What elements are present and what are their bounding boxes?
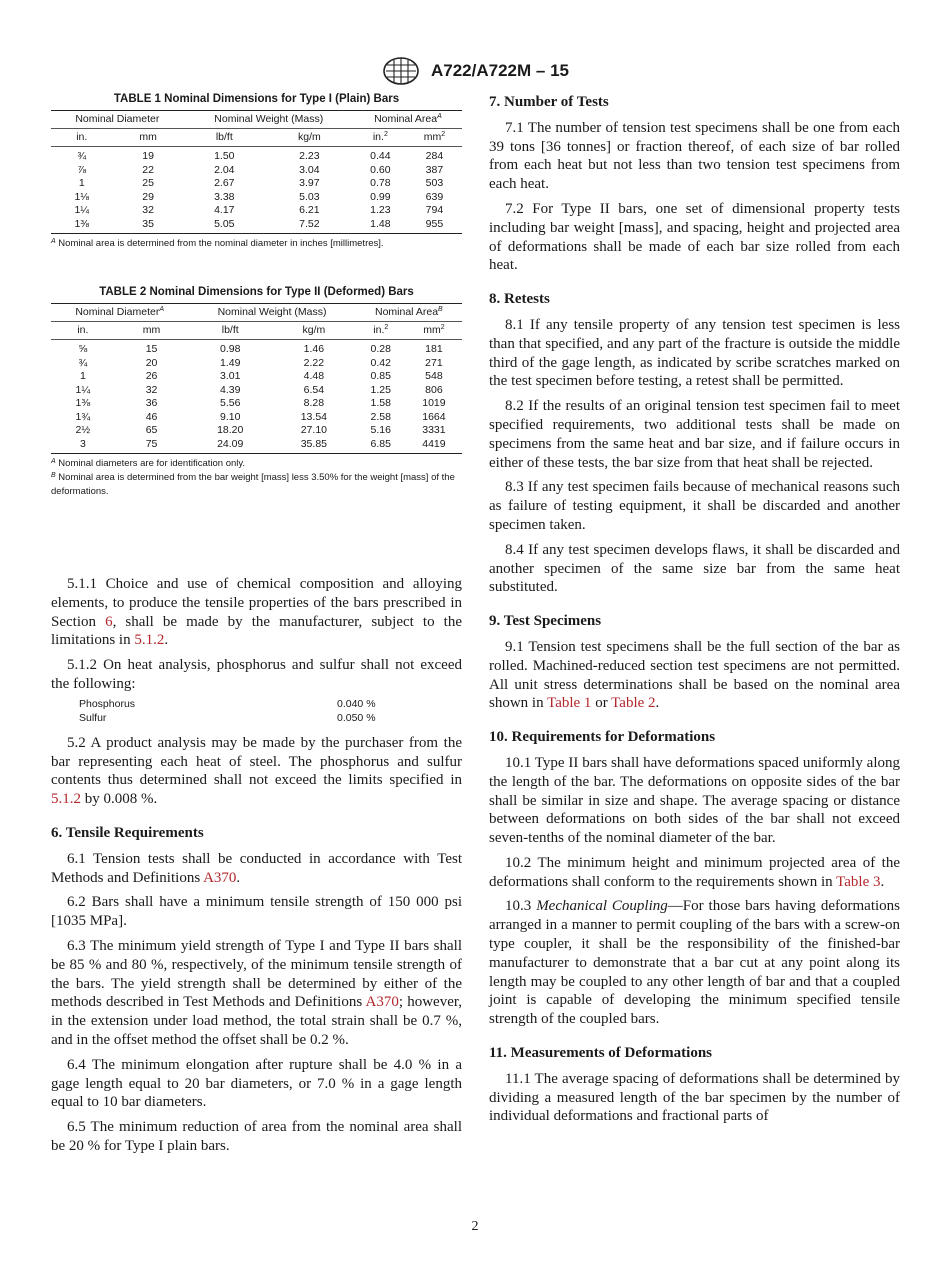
table2-cell: 1.25 [370,383,391,396]
table-2-link[interactable]: Table 2 [611,695,656,712]
table1-row [51,177,462,191]
table1-cell: 32 [142,204,154,216]
table2-cell: 1⅜ [75,397,91,409]
table1-cell: 3.38 [214,190,235,203]
table2 [51,303,462,454]
table1-cell: 2.67 [214,177,235,189]
limit-row: Sulfur 0.050 % [79,711,376,724]
table2-cell: 1664 [422,410,446,423]
heading-section-10: 10. Requirements for Deformations [489,729,716,746]
table1-cell: 503 [425,177,444,189]
table1-cell: 22 [142,163,154,176]
table2-cell: 0.85 [370,370,391,382]
astm-logo-icon [381,56,421,86]
table1-unit: $mm^2$ [407,128,462,147]
section-5-continued [51,575,462,1156]
table2-cell: 548 [425,370,443,382]
heading-section-8: 8. Retests [489,291,550,308]
chemical-limits [79,697,379,725]
table1-cell: 0.78 [370,177,391,189]
table2-cell: 3 [51,438,115,454]
para-7-1: 7.1 The number of tension test specimens shall be one from each 39 tons [36 tonnes] or fraction thereof, of each size of bar rolled from each heat but not less than two tension test specimens from each heat. [489,119,900,193]
table1-cell: 2.23 [299,150,320,162]
table2-cell: 806 [425,383,443,396]
table1-cell: 1¼ [74,204,90,216]
table1-cell: 387 [425,163,444,176]
table2-cell: 0.28 [370,343,391,355]
table2-cell: 0.98 [219,343,241,355]
para-11-1: 11.1 The average spacing of deformations shall be determined by dividing a measured length of the bar specimen by the number of individual deformations and fractional parts of [489,1070,900,1125]
para-6-1: 6.1 Tension tests shall be conducted in accordance with Test Methods and Definitions A370. [51,850,462,886]
table1-cell: 7.52 [265,218,354,234]
table1-cell: 0.99 [370,190,391,203]
table2-cell: 13.54 [300,410,327,423]
table1-unit: mm [113,128,184,147]
para-5-2: 5.2 A product analysis may be made by the purchaser from the bar representing each heat of steel. The phosphorus and sulfur contents thus determined shall not exceed the limits specified in 5.1.2 by 0.008 %. [51,734,462,808]
table1-cell: 1 [78,177,85,189]
table2-group-area: Nominal Area$^B$ [356,304,462,322]
heading-section-6: 6. Tensile Requirements [51,824,204,841]
table2-cell: 18.20 [217,424,244,436]
table2-footnote-b: $^B$ Nominal area is determined from the bar weight [mass] less 3.50% for the weight [mass] of the deformations. [51,472,455,497]
para-6-5: 6.5 The minimum reduction of area from the nominal area shall be 20 % for Type I plain bars. [51,1119,462,1154]
limit-row: Phosphorus 0.040 % [79,697,376,710]
table1-cell: 35 [113,218,184,234]
table2-unit: in.$^2$ [356,321,406,340]
table1-cell: 4.17 [214,204,235,216]
table2-cell: 1.58 [370,397,391,409]
table2-cell: 0.42 [370,356,391,369]
table2-cell: 3331 [422,424,446,436]
table2-cell: ⅝ [78,343,88,355]
table2-unit: lb/ft [188,321,272,340]
table1-cell: 6.21 [299,204,320,216]
table2-cell: 1.46 [303,343,325,355]
table1-cell: 794 [425,204,444,216]
table1-cell: 1.48 [354,218,407,234]
table2-cell: 36 [145,397,158,409]
table2-body [51,340,462,454]
table2-row [51,384,462,398]
para-10-3: 10.3 Mechanical Coupling—For those bars having deformations arranged in a manner to permit coupling of the bars with a screw-on type coupler, it shall be the responsibility of the finished-bar manufacturer to demonstrate that a bar cut at any point along its length may be coupled to any other length of bar and that a coupled joint is capable of developing the minimum specified tensile strength of the coupled bars. [489,898,900,1028]
table2-unit: in. [51,321,115,340]
left-column [51,93,462,1162]
page-number: 2 [471,1219,479,1234]
table1-group-weight: Nominal Weight (Mass) [184,111,354,129]
table1-cell: 0.60 [370,163,391,176]
para-10-2: 10.2 The minimum height and minimum projected area of the deformations shall conform to the requirements shown in Table 3. [489,854,900,890]
table1-cell: 955 [407,218,462,234]
table1-cell: 19 [142,150,154,162]
table1-unit: kg/m [265,128,354,147]
table1-body [51,147,462,234]
table2-cell: 181 [425,343,443,355]
heading-section-9: 9. Test Specimens [489,613,602,630]
table2-cell: 46 [145,410,158,423]
table2-group-diameter: Nominal Diameter$^A$ [51,304,188,322]
table1-cell: 0.44 [370,150,391,162]
section-5-1-2-link[interactable]: 5.1.2 [51,791,81,808]
table2-cell: 4419 [406,438,462,454]
table-1-link[interactable]: Table 1 [547,695,592,712]
para-8-4: 8.4 If any test specimen develops flaws, it shall be discarded and another specimen of the same size bar from the same heat substituted. [489,541,900,596]
right-column [489,93,900,1132]
table1-title: TABLE 1 Nominal Dimensions for Type I (Plain) Bars [113,93,400,105]
table2-row [51,411,462,425]
table1-cell: 3.04 [299,163,320,176]
section-5-1-2-link[interactable]: 5.1.2 [134,632,165,649]
table2-cell: 6.85 [356,438,406,454]
table1-cell: 2.04 [214,163,235,176]
table1-cell: 639 [425,190,444,203]
table1-row [51,204,462,218]
table2-cell: 1¼ [75,383,91,396]
table2-unit: mm [115,321,189,340]
table1-cell: ⅞ [77,163,87,176]
table1-group-diameter: Nominal Diameter [51,111,184,129]
table1-unit: lb/ft [184,128,265,147]
table2-cell: 3.01 [219,370,241,382]
table2-cell: 75 [115,438,189,454]
table1-cell: 1.23 [370,204,391,216]
para-10-1: 10.1 Type II bars shall have deformations spaced uniformly along the length of the bar. The deformations on opposite sides of the bar shall be similar in size and shape. The average spacing or distance between deformations on both sides of the bar shall not exceed seven-tenths of the nominal diameter of the bar. [489,754,900,847]
a370-link[interactable]: A370 [365,994,399,1011]
page-header [0,56,950,86]
table2-cell: ¾ [78,356,88,369]
table1-row [51,147,462,164]
heading-section-11: 11. Measurements of Deformations [489,1045,713,1062]
table-3-link[interactable]: Table 3 [836,873,881,890]
document-designation: A722/A722M – 15 [431,61,569,80]
table2-cell: 2.22 [303,356,325,369]
table2-row [51,357,462,371]
table1-cell: 1.50 [214,150,235,162]
table2-cell: 9.10 [219,410,241,423]
table2-cell: 1¾ [75,410,91,423]
table2-cell: 65 [145,424,158,436]
table1-cell: 284 [425,150,444,162]
table2-cell: 271 [425,356,443,369]
para-5-1-1: 5.1.1 Choice and use of chemical composition and alloying elements, to produce the tensile properties of the bars prescribed in Section 6, shall be made by the manufacturer, subject to the limitations in 5.1.2. [51,576,462,649]
para-7-2: 7.2 For Type II bars, one set of dimensional property tests including bar weight [mass], and spacing, height and projected area of deformations shall be made of each bar size rolled from each heat. [489,200,900,274]
table2-cell: 5.56 [219,397,241,409]
table2-cell: 1.49 [219,356,241,369]
section-6-link[interactable]: 6 [105,613,113,630]
table1-block [51,93,462,251]
table1-cell: 25 [142,177,154,189]
table2-footnote-a: $^A$ Nominal diameters are for identification only. [51,458,246,469]
table1-cell: 29 [142,190,154,203]
table1-group-area: Nominal Area$^A$ [354,111,462,129]
table2-row [51,340,462,357]
para-6-2: 6.2 Bars shall have a minimum tensile strength of 150 000 psi [1035 MPa]. [51,894,462,930]
table2-unit: kg/m [272,321,356,340]
table2-cell: 4.48 [303,370,325,382]
table1-cell: 3.97 [299,177,320,189]
table2-cell: 2½ [75,424,91,436]
para-9-1: 9.1 Tension test specimens shall be the full section of the bar as rolled. Machined-reduced section test specimens are not permitted. All unit stress determinations shall be based on the nominal area shown in Table 1 or Table 2. [489,638,900,712]
table1-footnote: $^A$ Nominal area is determined from the nominal diameter in inches [millimetres]. [51,238,384,249]
table1-cell: ¾ [77,150,87,162]
para-5-1-2: 5.1.2 On heat analysis, phosphorus and sulfur shall not exceed the following: [51,657,462,692]
table2-row [51,424,462,438]
table1-cell: 5.05 [184,218,265,234]
table2-cell: 4.39 [219,383,241,396]
table2-cell: 32 [145,383,158,396]
table2-title: TABLE 2 Nominal Dimensions for Type II (Deformed) Bars [99,286,414,298]
table2-cell: 2.58 [370,410,391,423]
table1-row [51,164,462,178]
table1-unit: in. [51,128,113,147]
heading-section-7: 7. Number of Tests [489,94,609,110]
table2-row [51,370,462,384]
table1-row [51,218,462,234]
table2-cell: 24.09 [188,438,272,454]
table2-block [51,286,462,499]
table2-cell: 1019 [422,397,446,409]
table2-cell: 1 [79,370,86,382]
table2-cell: 8.28 [303,397,325,409]
table2-cell: 6.54 [303,383,325,396]
para-6-4: 6.4 The minimum elongation after rupture shall be 4.0 % in a gage length equal to 20 bar diameters, or 7.0 % in a gage length equal to 10 bar diameters. [51,1056,462,1111]
table1-cell: 1⅜ [51,218,113,234]
table1-cell: 5.03 [299,190,320,203]
table2-group-weight: Nominal Weight (Mass) [188,304,355,322]
table2-cell: 26 [145,370,158,382]
table2-row [51,397,462,411]
table2-cell: 15 [145,343,158,355]
table2-cell: 20 [145,356,158,369]
table1 [51,110,462,234]
para-6-3: 6.3 The minimum yield strength of Type I and Type II bars shall be 85 % and 80 %, respectively, of the minimum tensile strength of the bars. The yield strength shall be determined by either of the methods described in Test Methods and Definitions A370; however, in the extension under load method, the total strain shall be 0.7 %, and in the offset method the offset shall be 0.2 %. [51,937,462,1048]
table2-row [51,438,462,454]
table1-cell: 1⅛ [74,190,90,203]
para-8-3: 8.3 If any test specimen fails because of mechanical reasons such as failure of testing equipment, it shall be discarded and another specimen taken. [489,479,900,533]
table2-cell: 5.16 [370,424,391,436]
para-8-1: 8.1 If any tensile property of any tension test specimen is less than that specified, and any part of the fracture is outside the middle third of the gage length, as indicated by scribe scratches marked on the test specimen before testing, a retest shall be permitted. [489,316,900,390]
a370-link[interactable]: A370 [203,869,237,886]
para-8-2: 8.2 If the results of an original tension test specimen fail to meet specified requirements, two additional tests shall be made on specimens from the same heat and bar size, and if failure occurs in either of these tests, the bar size from that heat shall be rejected. [489,398,900,471]
table1-row [51,191,462,205]
table2-cell: 35.85 [272,438,356,454]
table1-unit: in.$^2$ [354,128,407,147]
table2-unit: $mm^2$ [406,321,462,340]
table2-cell: 27.10 [300,424,327,436]
